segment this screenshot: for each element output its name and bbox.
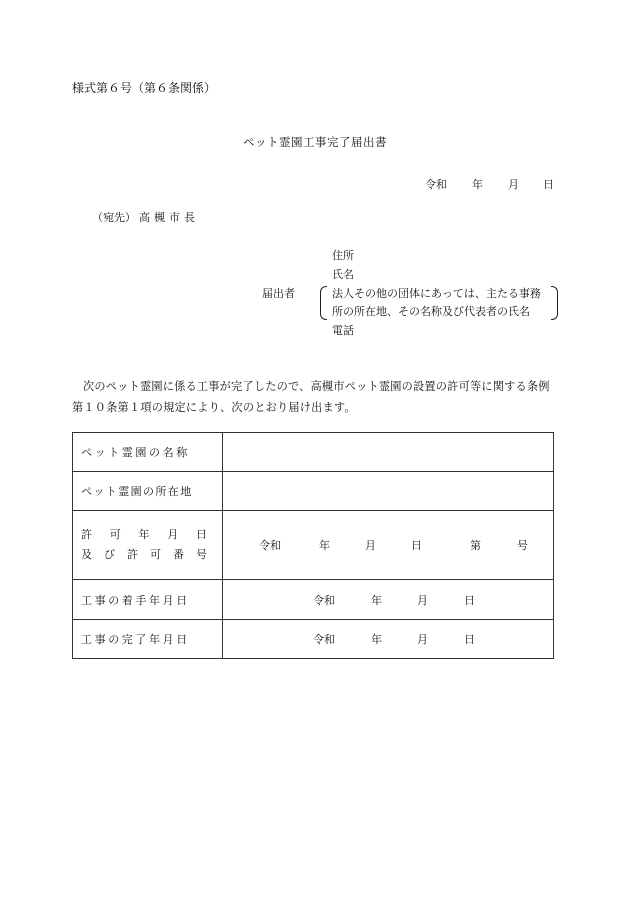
complete-year: 年 — [371, 633, 382, 646]
completion-form-table — [72, 432, 554, 659]
facility-location-field[interactable] — [223, 472, 554, 511]
applicant-note-line2: 所の所在地、その名称及び代表者の氏名 — [332, 305, 530, 318]
permit-date-number-field[interactable] — [223, 511, 554, 580]
table-row-start — [73, 580, 554, 620]
label-facility-location: ペット霊園の所在地 — [81, 485, 193, 498]
label-cell-name — [73, 433, 223, 472]
permit-year: 年 — [319, 539, 330, 552]
label-cell-complete — [73, 620, 223, 659]
label-permit-line2: 及 び 許 可 番 号 — [81, 548, 207, 561]
document-title: ペット霊園工事完了届出書 — [243, 135, 387, 149]
complete-era: 令和 — [313, 633, 335, 646]
start-era: 令和 — [313, 593, 335, 607]
permit-number-prefix: 第 — [470, 539, 481, 552]
bracket-right — [551, 286, 558, 320]
applicant-label: 届出者 — [262, 287, 295, 300]
date-month: 月 — [508, 178, 519, 191]
table-row-location — [73, 472, 554, 511]
construction-start-date-field[interactable] — [223, 580, 554, 620]
applicant-phone-label: 電話 — [332, 324, 354, 337]
addressee-name: 高槻市長 — [139, 211, 199, 224]
permit-day: 日 — [411, 539, 422, 552]
label-cell-start — [73, 580, 223, 620]
table-row-permit — [73, 511, 554, 580]
applicant-address-label: 住所 — [332, 249, 354, 262]
addressee-prefix: （宛先） — [92, 211, 136, 224]
permit-number-suffix: 号 — [517, 539, 528, 552]
date-era: 令和 — [425, 178, 447, 191]
bracket-left — [320, 286, 327, 320]
label-facility-name: ペット霊園の名称 — [81, 446, 190, 459]
label-cell-permit — [73, 511, 223, 580]
applicant-name-label: 氏名 — [332, 268, 354, 281]
complete-day: 日 — [464, 633, 475, 646]
facility-name-field[interactable] — [223, 433, 554, 472]
permit-era: 令和 — [259, 539, 281, 552]
start-day: 日 — [464, 593, 475, 607]
addressee — [92, 212, 199, 223]
permit-month: 月 — [365, 539, 376, 552]
label-construction-complete: 工事の完了年月日 — [81, 633, 190, 646]
label-construction-start: 工事の着手年月日 — [81, 593, 190, 607]
date-year: 年 — [472, 178, 483, 191]
date-day: 日 — [543, 178, 554, 191]
notice-text: 次のペット霊園に係る工事が完了したので、高槻市ペット霊園の設置の許可等に関する条例第１０条第１項の規定により、次のとおり届け出ます。 — [72, 380, 550, 414]
table-row-name — [73, 433, 554, 472]
start-month: 月 — [417, 593, 428, 607]
construction-complete-date-field[interactable] — [223, 620, 554, 659]
label-permit-line1: 許 可 年 月 日 — [81, 528, 207, 541]
applicant-note-line1: 法人その他の団体にあっては、主たる事務 — [332, 287, 541, 300]
complete-month: 月 — [417, 633, 428, 646]
start-year: 年 — [371, 593, 382, 607]
table-row-complete — [73, 620, 554, 659]
form-number: 様式第６号（第６条関係） — [72, 81, 217, 95]
label-cell-location — [73, 472, 223, 511]
